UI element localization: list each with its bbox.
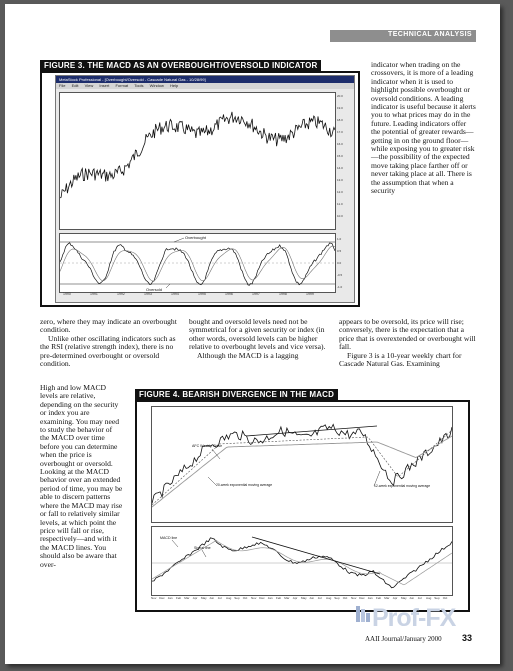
month-tick: Jun	[209, 596, 215, 600]
month-tick: Feb	[176, 596, 182, 600]
text-column-3	[339, 318, 479, 368]
window-title-bar: MetaStock Professional - [Overbought/Oversold - Cascade Natural Gas - 10/28/99]	[56, 76, 354, 83]
figure3-macd-panel	[59, 233, 336, 293]
month-tick: Apr	[192, 596, 198, 600]
price-trendline	[246, 426, 377, 436]
year-tick: 1996	[225, 292, 233, 296]
figure3-price-chart	[60, 93, 335, 229]
price-tick: 14.0	[337, 166, 343, 170]
macd-tick: 1.0	[337, 237, 342, 241]
oversold-label: Oversold	[146, 287, 163, 292]
year-tick: 1998	[279, 292, 287, 296]
text-column-1-top	[40, 318, 181, 368]
month-tick: Sep	[434, 596, 440, 600]
figure3-frame	[40, 71, 360, 307]
page-number: 33	[462, 633, 473, 643]
journal-footer: AAII Journal/January 2000	[365, 635, 442, 643]
figure4-macd-chart	[152, 527, 452, 595]
overbought-label: Overbought	[185, 235, 206, 240]
price-tick: 16.0	[337, 142, 343, 146]
menu-window[interactable]: Window	[149, 83, 164, 88]
month-tick: Apr	[392, 596, 398, 600]
menu-format[interactable]: Format	[115, 83, 129, 88]
month-tick: Dec	[159, 596, 165, 600]
month-tick: Aug	[326, 596, 332, 600]
month-tick: Feb	[376, 596, 382, 600]
window-menu-bar	[56, 83, 354, 89]
watermark-logo-icon	[354, 604, 371, 624]
year-tick: 1999	[306, 292, 314, 296]
figure3-metastock-window	[55, 75, 355, 303]
ma12-label: 12-week exponential moving average	[374, 484, 431, 488]
year-tick: 1991	[90, 292, 98, 296]
macd-line-label: MACD line	[160, 536, 178, 540]
figure4-frame	[135, 400, 470, 612]
month-tick: Aug	[226, 596, 232, 600]
month-tick: Jul	[217, 596, 222, 600]
month-tick: Mar	[384, 596, 390, 600]
section-header	[330, 30, 476, 42]
month-tick: Apr	[292, 596, 298, 600]
macd-tick: -1.0	[337, 285, 343, 289]
ma20-label: 20-week exponential moving average	[216, 483, 273, 487]
text-column-1-narrow	[40, 384, 123, 569]
menu-insert[interactable]: Insert	[99, 83, 110, 88]
figure4-title: FIGURE 4. BEARISH DIVERGENCE IN THE MACD	[135, 389, 338, 400]
figure4-price-chart	[152, 407, 452, 522]
figure3-price-scale	[337, 94, 353, 228]
price-tick: 15.0	[337, 154, 343, 158]
month-tick: Dec	[359, 596, 365, 600]
month-tick: Jan	[367, 596, 373, 600]
paragraph: Unlike other oscillating indicators such as the RSI (relative strength index), there is no pre-determined overbought or oversold condition.	[40, 333, 176, 369]
month-tick: Jan	[267, 596, 273, 600]
text-column-right-top	[371, 61, 477, 196]
year-tick: 1995	[198, 292, 206, 296]
price-tick: 11.0	[337, 202, 343, 206]
year-tick: 1990	[63, 292, 71, 296]
month-tick: Aug	[426, 596, 432, 600]
month-tick: Oct	[342, 596, 348, 600]
month-tick: Dec	[259, 596, 265, 600]
month-tick: Jan	[167, 596, 173, 600]
year-tick: 1993	[144, 292, 152, 296]
price-tick: 20.0	[337, 94, 343, 98]
year-tick: 1992	[117, 292, 125, 296]
paragraph: High and low MACD levels are relative, depending on the security or index you are examining. You may need to study the behavior of the MACD over time before you can determine when the price is overbought or oversold. Looking at the MACD behavior over an extended period of time, you may be able to discern patterns where the MACD may rise or fall to relatively similar levels, at which point the price will fall or rise, respectively—and with it the MACD lines. You should also be aware that over-	[40, 383, 123, 569]
month-tick: Mar	[284, 596, 290, 600]
menu-edit[interactable]: Edit	[71, 83, 79, 88]
macd-tick: 0.0	[337, 261, 342, 265]
month-tick: Oct	[242, 596, 248, 600]
paragraph: indicator when trading on the crossovers, it is more of a leading indicator when it is used to highlight possible overbought or oversold conditions. A leading indicator is useful because it alerts you to what prices may do in the future. Leading indicators offer the potential of greater rewards—getting in on the ground floor—while exposing you to greater risk—the possibility of the expected move taking place farther off or never taking place at all. There is the assumption that when a security	[371, 60, 476, 196]
month-tick: Nov	[151, 596, 157, 600]
month-tick: May	[301, 596, 307, 600]
year-tick: 1994	[171, 292, 179, 296]
menu-help[interactable]: Help	[170, 83, 179, 88]
price-tick: 18.0	[337, 118, 343, 122]
figure4-price-panel	[151, 406, 453, 523]
price-tick: 17.0	[337, 130, 343, 134]
month-tick: May	[401, 596, 407, 600]
menu-view[interactable]: View	[84, 83, 94, 88]
text-column-2	[189, 318, 327, 360]
figure3-price-panel	[59, 92, 336, 230]
price-tick: 12.0	[337, 190, 343, 194]
section-label: TECHNICAL ANALYSIS	[388, 31, 472, 38]
price-tick: 19.0	[337, 106, 343, 110]
month-tick: Jun	[409, 596, 415, 600]
signal-line-label: Signal line	[194, 546, 211, 550]
month-tick: Jun	[309, 596, 315, 600]
price-tick: 10.0	[337, 214, 343, 218]
figure3-macd-scale	[337, 235, 353, 291]
year-tick: 1997	[252, 292, 260, 296]
macd-trendline	[252, 537, 380, 574]
paragraph: zero, where they may indicate an overbought condition.	[40, 317, 177, 335]
macd-tick: -0.5	[337, 273, 343, 277]
figure4-macd-panel	[151, 526, 453, 596]
month-tick: Jul	[317, 596, 322, 600]
paragraph: Figure 3 is a 10-year weekly chart for Cascade Natural Gas. Examining	[339, 350, 462, 369]
figure3-macd-chart	[60, 234, 335, 292]
month-tick: Jul	[417, 596, 422, 600]
month-tick: Sep	[234, 596, 240, 600]
month-tick: Oct	[442, 596, 448, 600]
paragraph: bought and oversold levels need not be symmetrical for a given security or index (in other words, oversold levels can be higher relative to overbought levels and vice versa).	[189, 317, 326, 352]
menu-tools[interactable]: Tools	[134, 83, 144, 88]
price-tick: 13.0	[337, 178, 343, 182]
month-tick: May	[201, 596, 207, 600]
month-tick: Mar	[184, 596, 190, 600]
macd-tick: 0.5	[337, 249, 342, 253]
watermark-text: Prof-FX	[372, 604, 456, 632]
figure4-x-axis	[151, 596, 451, 604]
figure3-x-axis	[59, 292, 334, 300]
month-tick: Nov	[351, 596, 357, 600]
weekly-close-label: AFC Weekly Close	[192, 444, 223, 448]
month-tick: Sep	[334, 596, 340, 600]
paragraph: appears to be oversold, its price will rise; conversely, there is the expectation that a price that is overextended or overbought will fall.	[339, 317, 476, 352]
figure3-title: FIGURE 3. THE MACD AS AN OVERBOUGHT/OVERSOLD INDICATOR	[40, 60, 321, 71]
month-tick: Feb	[276, 596, 282, 600]
menu-file[interactable]: File	[59, 83, 66, 88]
paragraph: Although the MACD is a lagging	[197, 350, 299, 360]
month-tick: Nov	[251, 596, 257, 600]
